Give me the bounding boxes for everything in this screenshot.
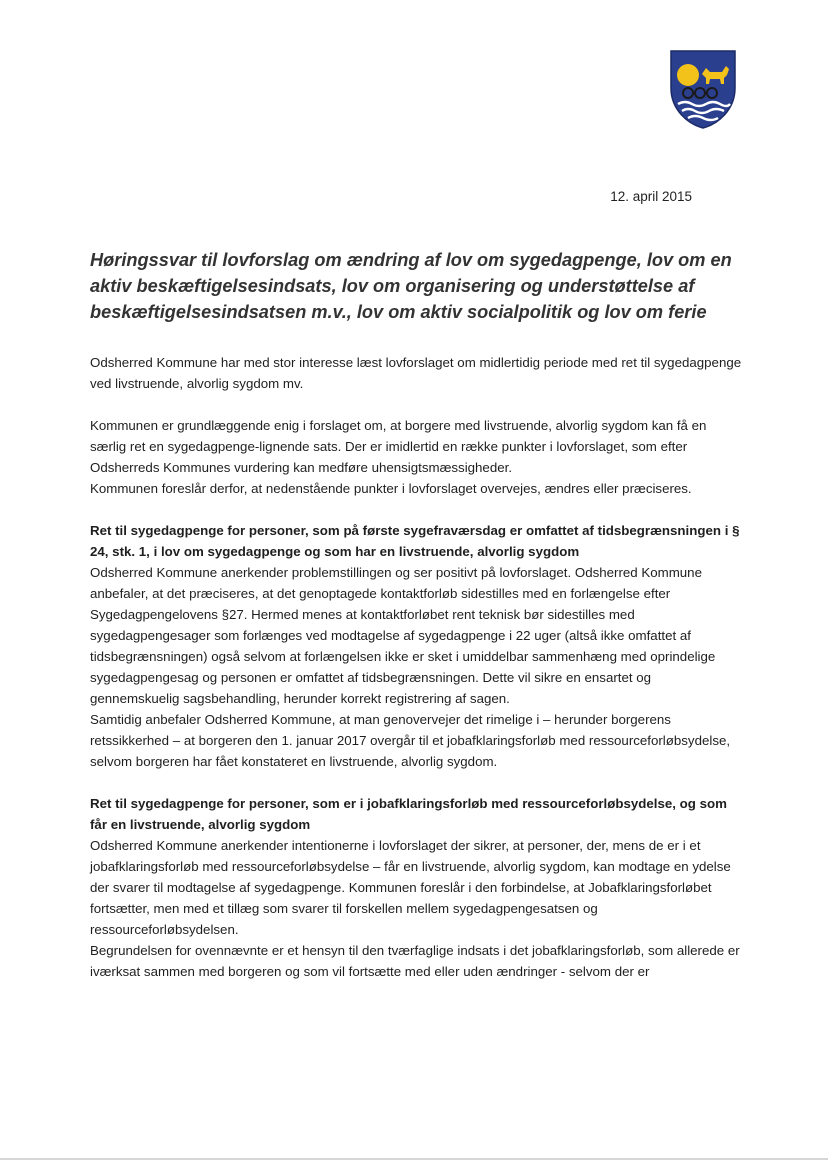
section-2-paragraph-1: Odsherred Kommune anerkender intentionerne i lovforslaget der sikrer, at personer, der, mens de er i et jobafklaringsforløb med ressourceforløbsydelse – får en livstruende, alvorlig sygdom, kan modtage en ydelse der svarer til modtagelse af sygedagpenge. Kommunen foreslår i den forbindelse, at Jobafklaringsforløbet fortsætter, men med et tillæg som svarer til forskellen mellem sygedagpengesatsen og ressourceforløbsydelsen. [90,838,731,937]
section-1-paragraph-2: Samtidig anbefaler Odsherred Kommune, at man genovervejer det rimelige i – herunder borgerens retssikkerhed – at borgeren den 1. januar 2017 overgår til et jobafklaringsforløb med ressourceforløbsydelse, selvom borgeren har fået konstateret en livstruende, alvorlig sygdom. [90,712,731,769]
spacer [90,499,744,520]
paragraph-proposal: Kommunen foreslår derfor, at nedenstående punkter i lovforslaget overvejes, ændres eller præciseres. [90,481,692,496]
section-1-heading: Ret til sygedagpenge for personer, som på første sygefraværsdag er omfattet af tidsbegrænsningen i § 24, stk. 1, i lov om sygedagpenge og som har en livstruende, alvorlig sygdom [90,523,740,559]
document-date: 12. april 2015 [610,189,692,204]
document-title: Høringssvar til lovforslag om ændring af lov om sygedagpenge, lov om en aktiv beskæftigelsesindsats, lov om organisering og understøttelse af beskæftigelsesindsatsen m.v., lov om aktiv socialpolitik og lov om ferie [90,250,732,322]
spacer [90,394,744,415]
intro-paragraph: Odsherred Kommune har med stor interesse læst lovforslaget om midlertidig periode med ret til sygedagpenge ved livstruende, alvorlig sygdom mv. [90,355,742,391]
document-body [90,352,744,982]
section-1-paragraph-1: Odsherred Kommune anerkender problemstillingen og ser positivt på lovforslaget. Odsherred Kommune anbefaler, at det præciseres, at det genoptagede kontaktforløb sidestilles med en forlængelse efter Sygedagpengelovens §27. Hermed menes at kontaktforløbet rent teknisk bør sidestilles med sygedagpengesager som forlænges ved modtagelse af sygedagpenge i 22 uger (altså ikke omfattet af tidsbegrænsningen) også selvom at forlængelsen ikke er sket i umiddelbar sammenhæng med oprindelige sygedagpengesag og personen er omfattet af tidsbegrænsningen. Dette vil sikre en ensartet og gennemskuelig sagsbehandling, herunder korrekt registrering af sagen. [90,565,716,706]
section-2-heading: Ret til sygedagpenge for personer, som er i jobafklaringsforløb med ressourceforløbsydelse, og som får en livstruende, alvorlig sygdom [90,796,727,832]
paragraph-agreement: Kommunen er grundlæggende enig i forslaget om, at borgere med livstruende, alvorlig sygdom kan få en særlig ret en sygedagpenge-lignende sats. Der er imidlertid en række punkter i lovforslaget, som efter Odsherreds Kommunes vurdering kan medføre uhensigtsmæssigheder. [90,418,707,475]
coat-of-arms-icon [668,48,738,130]
section-2-paragraph-2: Begrundelsen for ovennævnte er et hensyn til den tværfaglige indsats i det jobafklaringsforløb, som allerede er iværksat sammen med borgeren og som vil fortsætte med eller uden ændringer - selvom der er [90,943,740,979]
page-bottom-edge [0,1158,828,1160]
spacer [90,772,744,793]
